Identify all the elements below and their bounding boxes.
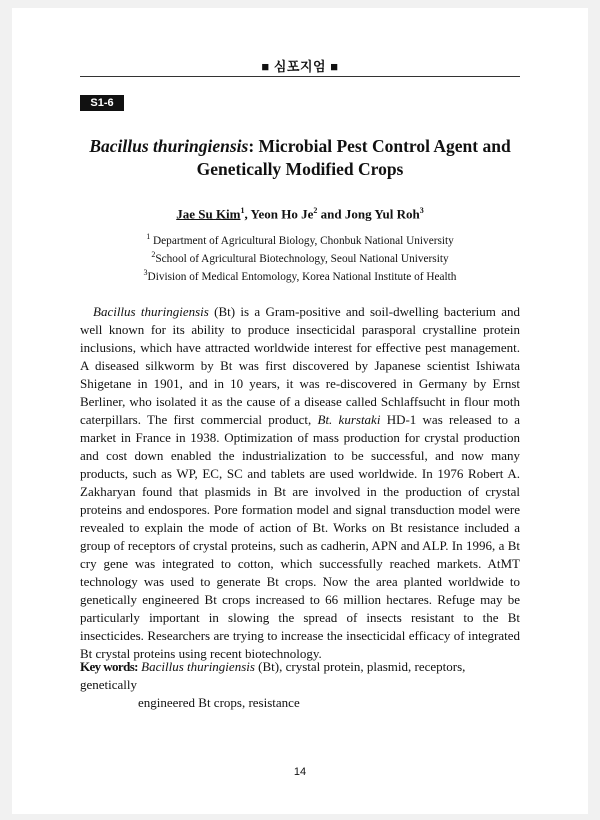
affiliation-3-sup: 3: [143, 267, 148, 277]
page-number: 14: [293, 766, 307, 778]
paper-title: [80, 135, 520, 181]
keywords: [80, 658, 520, 712]
affiliation-3: [80, 266, 520, 284]
affiliation-1-text: Department of Agricultural Biology, Chonbuk National University: [150, 234, 454, 247]
author-2: Yeon Ho Je: [250, 206, 314, 222]
author-list: [80, 206, 520, 222]
affiliation-2-text: School of Agricultural Biotechnology, Seoul National University: [155, 252, 449, 265]
author-2-sup: 2: [313, 206, 318, 215]
abstract-part-2: HD-1 was released to a market in France in 1938. Optimization of mass production for crystal production and cost down enabled the industrialization to be successful, and now many products, such as WP, EC, SC and tablets are used worldwide. In 1976 Robert A. Zakharyan found that plasmids in Bt are involved in the production of crystal proteins and endospores. Pore formation model and signal transduction model were revealed to explain the mode of action of Bt. Works on Bt resistance included a group of receptors of crystal proteins, such as cadherin, APN and ALP. In 1996, a Bt cry gene was integrated to cotton, which successfully reached markets. AtMT technology was used to generate Bt crops. Now the area planted worldwide to genetically engineered Bt crops increased to 66 million hectares. Refuge may be particularly important in slowing the spread of insects resistant to the Bt insecticides. Researchers are trying to increase the insecticidal efficacy of integrated Bt crystal proteins using recent biotechnology.: [80, 412, 520, 661]
title-line1-rest: : Microbial Pest Control Agent and: [248, 136, 511, 156]
author-1-sup: 1: [240, 206, 245, 215]
abstract-part-1: (Bt) is a Gram-positive and soil-dwelling bacterium and well known for its ability to produce insecticidal parasporal crystalline protein inclusions, which have attracted worldwide interest for effective pest management. A diseased silkworm by Bt was first discovered by Japanese scientist Ishiwata Shigetane in 1901, and in 10 years, it was re-discovered in Germany by Ernst Berliner, who isolated it as the cause of a disease called Schlaffsucht in flour moth caterpillars. The first commercial product,: [80, 304, 520, 427]
affiliation-1: [80, 230, 520, 248]
affiliation-list: [80, 230, 520, 283]
author-1: Jae Su Kim: [176, 206, 241, 222]
author-sep-1: ,: [244, 206, 251, 222]
keywords-line2: engineered Bt crops, resistance: [138, 695, 300, 710]
title-line2: Genetically Modified Crops: [196, 159, 404, 179]
author-3-sup: 3: [419, 206, 424, 215]
title-species: Bacillus thuringiensis: [89, 136, 249, 156]
header-rule: [80, 76, 520, 77]
abstract-species: Bacillus thuringiensis: [93, 304, 209, 319]
abstract-body: [80, 303, 520, 663]
affiliation-1-sup: 1: [146, 232, 151, 241]
affiliation-3-text: Division of Medical Entomology, Korea National Institute of Health: [147, 270, 457, 283]
keywords-label: Key words:: [80, 659, 138, 674]
author-sep-2: and: [317, 206, 345, 222]
author-3: Jong Yul Roh: [344, 206, 420, 222]
affiliation-2: [80, 248, 520, 266]
section-header: ■ 심포지엄 ■: [261, 59, 339, 74]
keywords-line1-rest: (Bt), crystal protein, plasmid, receptors, genetically: [80, 659, 466, 692]
affiliation-2-sup: 2: [151, 249, 156, 259]
keywords-species: Bacillus thuringiensis: [141, 659, 255, 674]
abstract-strain: Bt. kurstaki: [317, 412, 381, 427]
session-badge: S1-6: [80, 95, 124, 111]
